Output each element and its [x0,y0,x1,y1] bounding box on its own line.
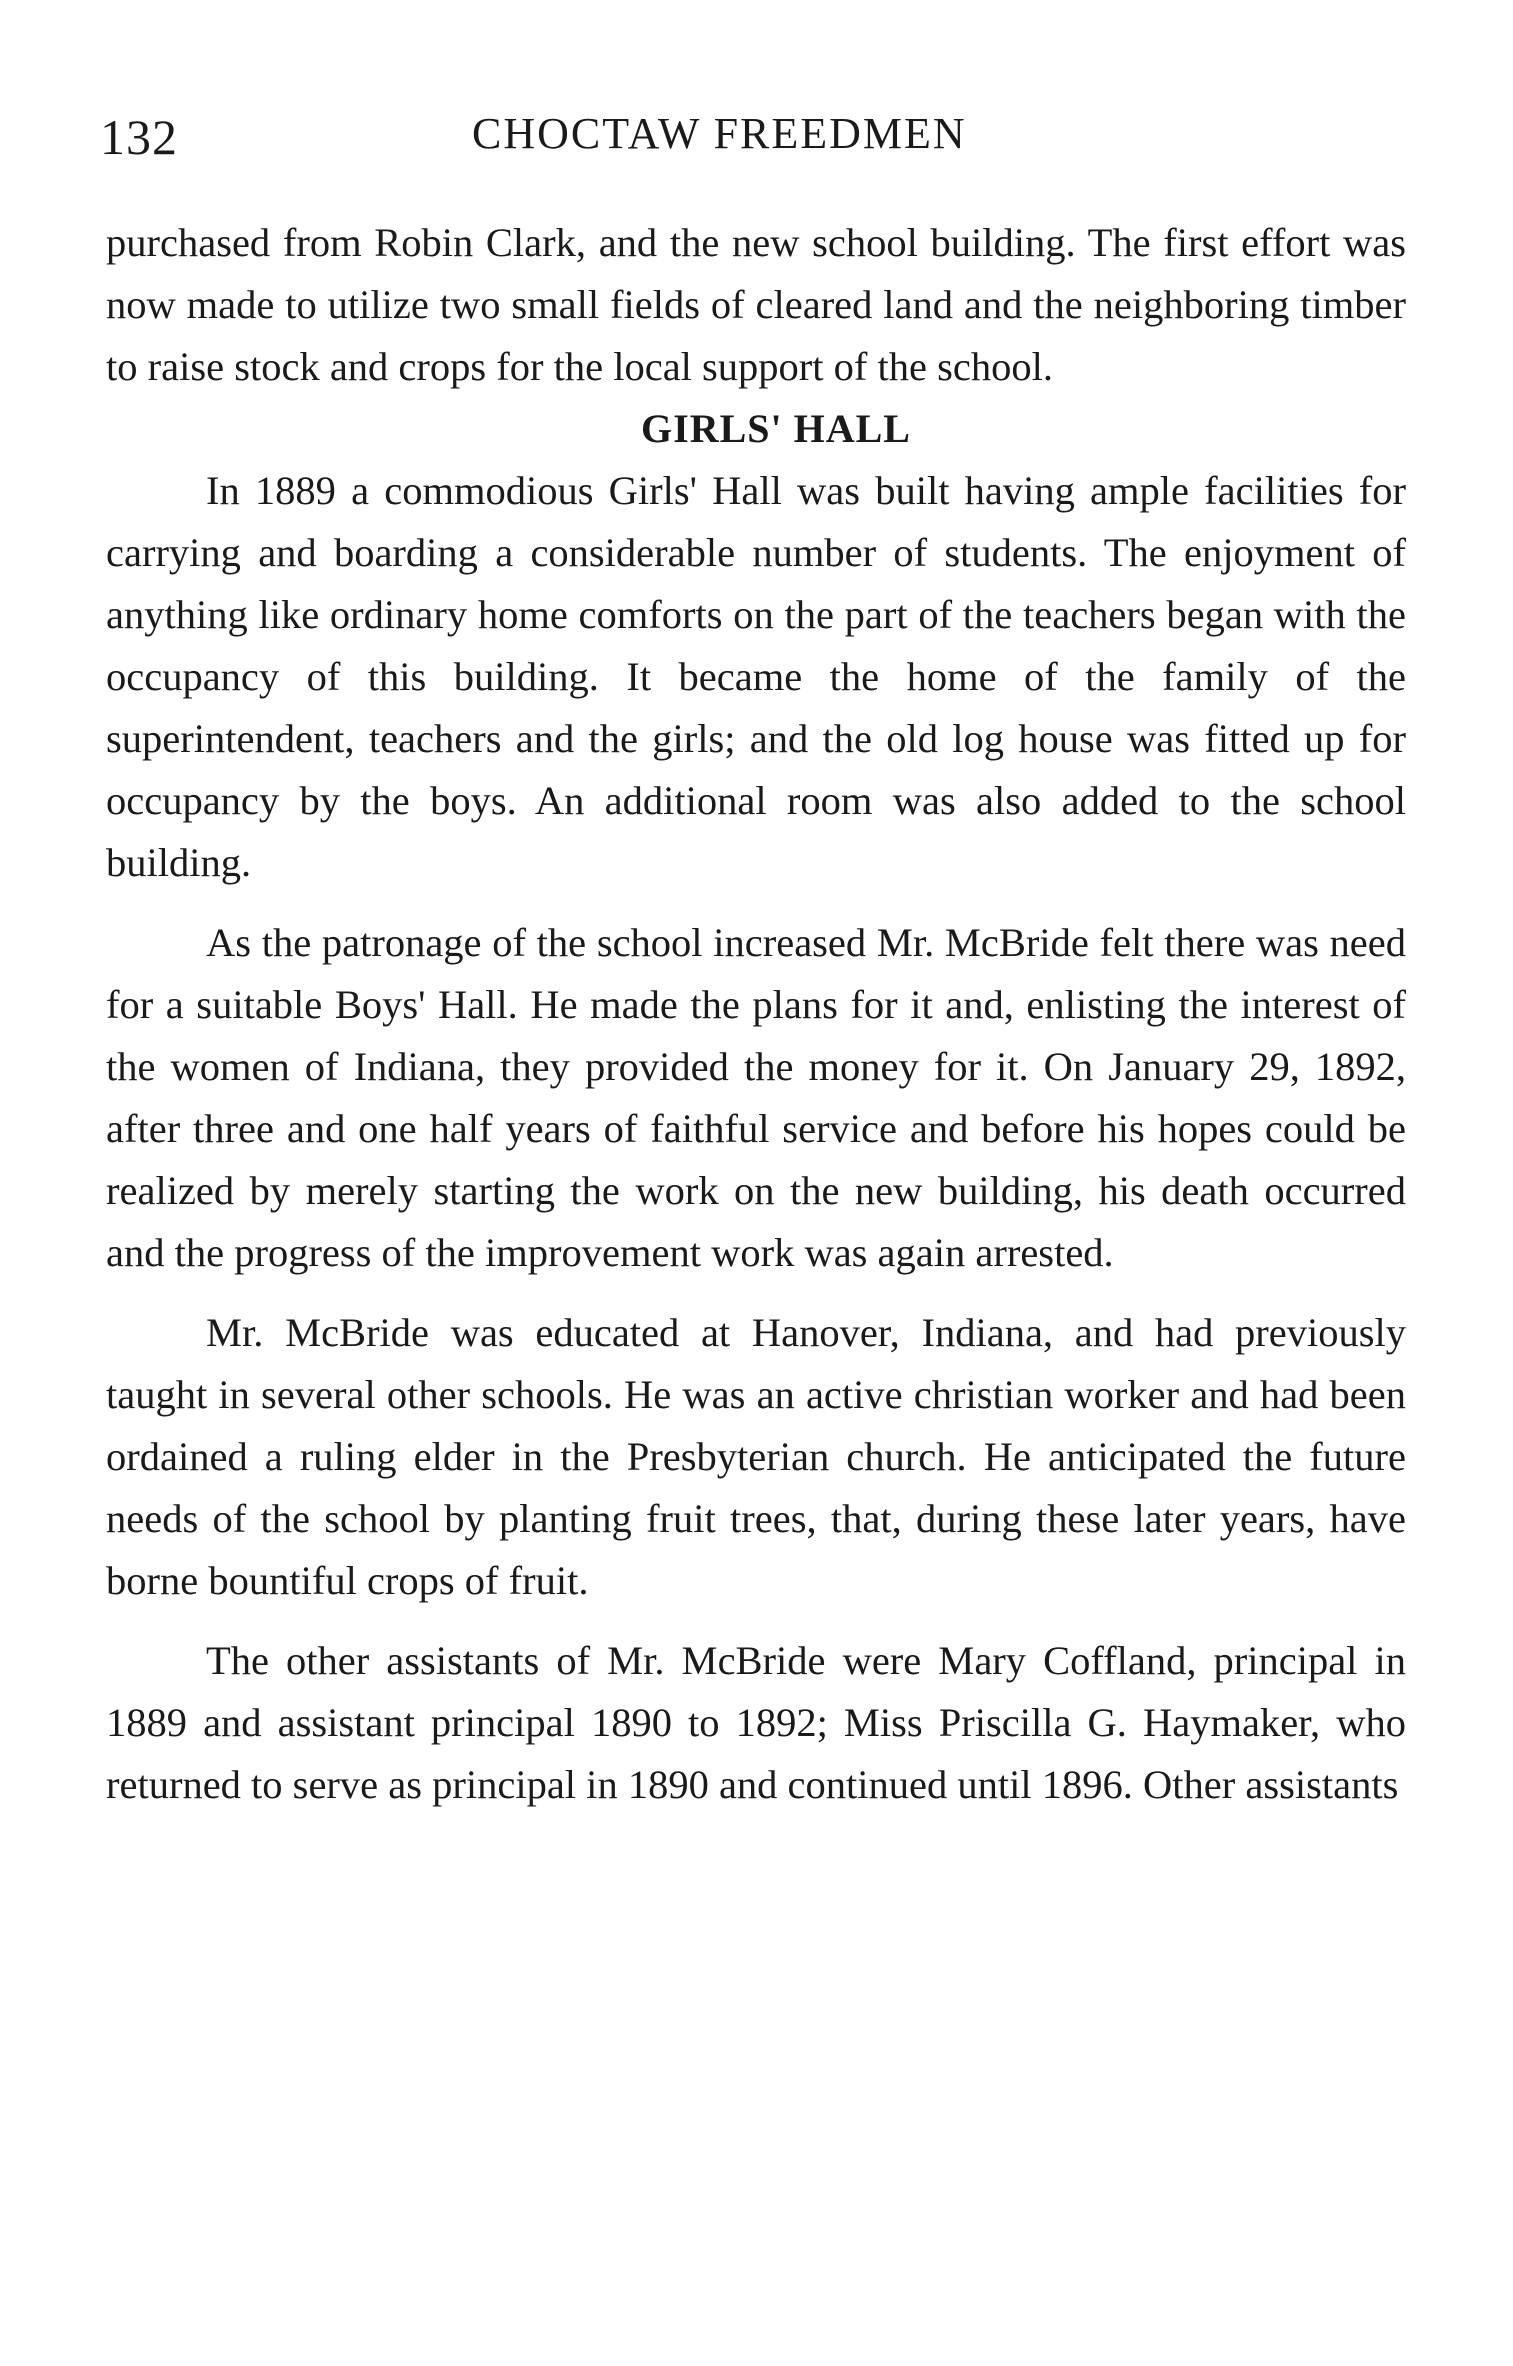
body-text [106,212,1406,1816]
page-number: 132 [100,109,178,165]
paragraph-intro: purchased from Robin Clark, and the new school building. The first effort was now made to utilize two small fields of cleared land and the neighboring timber to raise stock and crops for the local support of the school. [106,220,1406,389]
section-heading: GIRLS' HALL [641,406,911,451]
paragraph-boys-hall: As the patronage of the school increased Mr. McBride felt there was need for a suitable Boys' Hall. He made the plans for it and, enlisting the interest of the women of Indiana, they provided the money for it. On January 29, 1892, after three and one half years of faithful service and before his hopes could be realized by merely starting the work on the new building, his death occurred and the progress of the improvement work was again arrested. [106,920,1406,1275]
book-title: CHOCTAW FREEDMEN [472,109,967,158]
running-head [100,108,1430,168]
paragraph-girls-hall: In 1889 a commodious Girls' Hall was built having ample facilities for carrying and boarding a considerable number of students. The enjoyment of anything like ordinary home comforts on the part of the teachers began with the occupancy of this building. It became the home of the family of the superintendent, teachers and the girls; and the old log house was fitted up for occupancy by the boys. An additional room was also added to the school building. [106,468,1406,885]
paragraph-mcbride: Mr. McBride was educated at Hanover, Indiana, and had previously taught in several other schools. He was an active christian worker and had been ordained a ruling elder in the Presbyterian church. He anticipated the future needs of the school by planting fruit trees, that, during these later years, have borne bountiful crops of fruit. [106,1310,1406,1603]
paragraph-assistants: The other assistants of Mr. McBride were Mary Coffland, principal in 1889 and assistant principal 1890 to 1892; Miss Priscilla G. Haymaker, who returned to serve as principal in 1890 and continued until 1896. Other assistants [106,1638,1406,1807]
